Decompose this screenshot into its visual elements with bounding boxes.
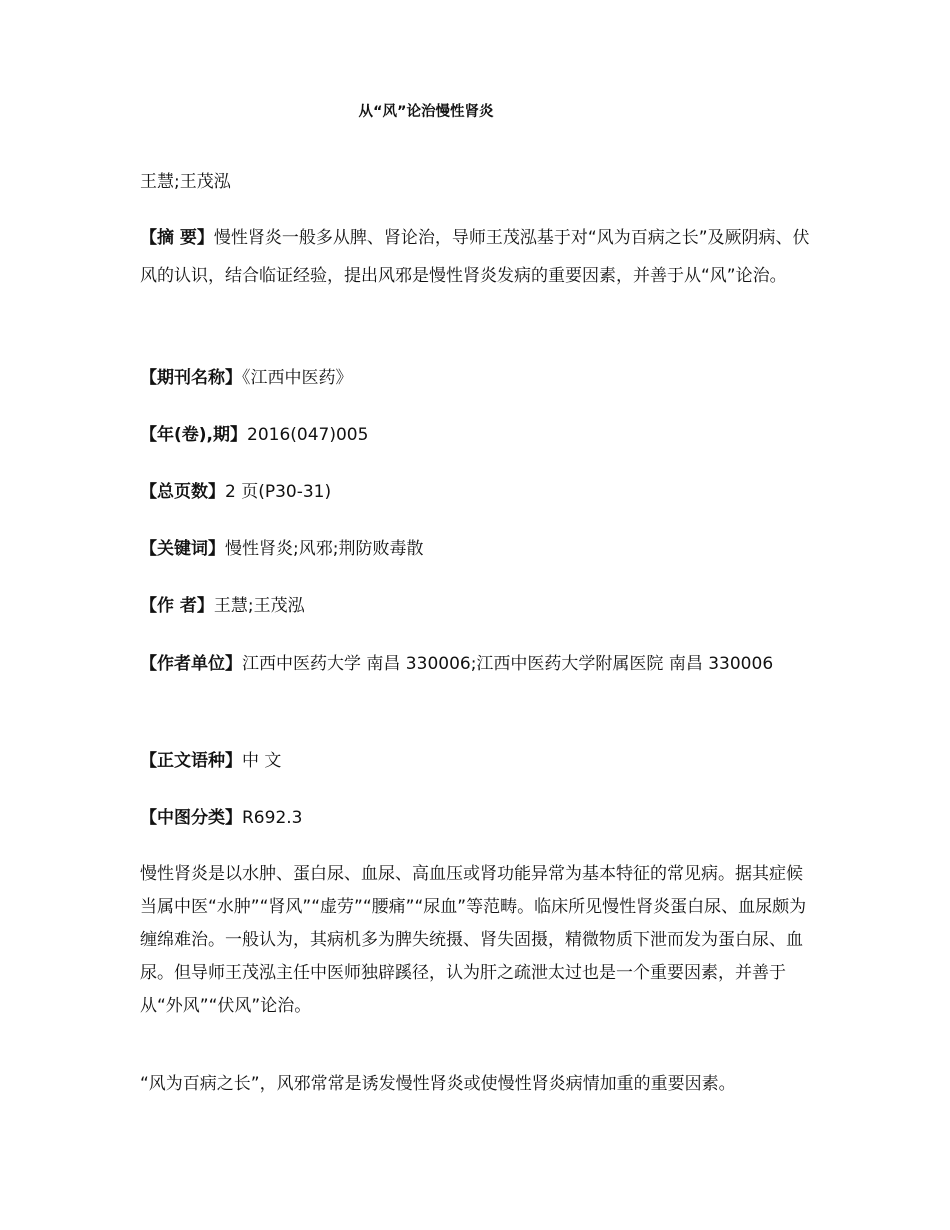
- keywords-label: 【关键词】: [140, 539, 225, 559]
- keywords-value: 慢性肾炎;风邪;荆防败毒散: [225, 539, 424, 559]
- abstract-value: 慢性肾炎一般多从脾、肾论治，导师王茂泓基于对“风为百病之长”及厥阴病、伏风的认识，结合临证经验，提出风邪是慢性肾炎发病的重要因素，并善于从“风”论治。: [140, 228, 810, 286]
- affiliation-label: 【作者单位】: [140, 654, 242, 674]
- authors-value: 王慧;王茂泓: [213, 596, 305, 616]
- body-paragraph-1: 慢性肾炎是以水肿、蛋白尿、血尿、高血压或肾功能异常为基本特征的常见病。据其症候当属中医“水肿”“肾风”“虚劳”“腰痛”“尿血”等范畴。临床所见慢性肾炎蛋白尿、血尿颇为缠绵难治。一般认为，其病机多为脾失统摄、肾失固摄，精微物质下泄而发为蛋白尿、血尿。但导师王茂泓主任中医师独辟蹊径，认为肝之疏泄太过也是一个重要因素，并善于从“外风”“伏风”论治。: [140, 864, 807, 1016]
- pages-label: 【总页数】: [140, 482, 225, 502]
- author-line: 王慧;王茂泓: [140, 172, 231, 192]
- issue-field: [140, 416, 815, 454]
- authors-field: [140, 587, 815, 625]
- body-paragraph-2: “风为百病之长”，风邪常常是诱发慢性肾炎或使慢性肾炎病情加重的重要因素。: [140, 1074, 736, 1094]
- issue-value: 2016(047)005: [247, 425, 369, 445]
- pages-field: [140, 473, 815, 511]
- language-field: [140, 742, 815, 780]
- journal-value: 《江西中医药》: [242, 368, 353, 388]
- language-value: 中 文: [242, 751, 282, 771]
- authors-label: 【作 者】: [140, 596, 214, 616]
- journal-label: 【期刊名称】: [140, 368, 242, 388]
- classification-label: 【中图分类】: [140, 808, 242, 828]
- classification-field: [140, 799, 815, 837]
- classification-value: R692.3: [242, 808, 303, 828]
- journal-field: [140, 359, 815, 397]
- pages-value: 2 页(P30-31): [225, 482, 332, 502]
- language-label: 【正文语种】: [140, 751, 242, 771]
- affiliation-field: [140, 644, 815, 684]
- abstract-field: [140, 219, 815, 295]
- issue-label: 【年(卷),期】: [140, 425, 247, 445]
- keywords-field: [140, 530, 815, 568]
- document-title: 从“风”论治慢性肾炎: [358, 104, 494, 120]
- abstract-label: 【摘 要】: [140, 228, 214, 248]
- affiliation-value: 江西中医药大学 南昌 330006;江西中医药大学附属医院 南昌 330006: [242, 654, 774, 674]
